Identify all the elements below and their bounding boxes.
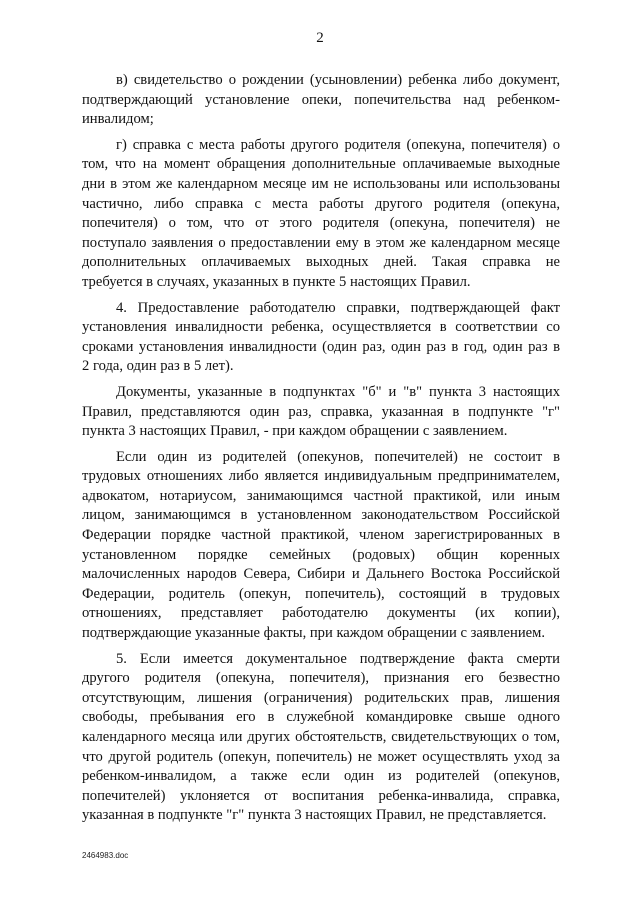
text-line: требуется в случаях, указанных в пункте 5 настоящих Правил.	[82, 273, 471, 290]
paragraph	[82, 383, 560, 442]
text-line: дополнительных оплачиваемых выходных дней. Такая справка не	[82, 254, 560, 271]
document-body	[82, 71, 560, 826]
text-line: подтверждающий установление опеки, попечительства над ребенком-	[82, 91, 560, 108]
text-line: 5. Если имеется документальное подтверждение факта смерти	[116, 650, 560, 667]
text-line: что другой родитель (опекун, попечитель) не может осуществлять уход за	[82, 748, 560, 765]
text-line: инвалидом;	[82, 111, 154, 128]
text-line: установленном порядке семейных (родовых) общин коренных	[82, 546, 560, 563]
paragraph	[82, 71, 560, 130]
text-line: другого родителя (опекуна, попечителя), признания его безвестно	[82, 670, 560, 687]
text-line: дни в этом же календарном месяце им не использованы или использованы	[82, 175, 560, 192]
paragraph	[82, 448, 560, 644]
text-line: ребенком-инвалидом, а также если один из родителей (опекунов,	[82, 768, 560, 785]
text-line: Правил, представляются один раз, справка, указанная в подпункте "г"	[82, 403, 560, 420]
text-line: отношениях, представляет работодателю документы (их копии),	[82, 605, 560, 622]
text-line: Документы, указанные в подпунктах "б" и "в" пункта 3 настоящих	[116, 383, 560, 400]
text-line: попечителей) уклоняется от воспитания ребенка-инвалида, справка,	[82, 787, 560, 804]
text-line: календарного месяца или других обстоятельств, свидетельствующих о том,	[82, 729, 560, 745]
text-line: установления инвалидности ребенка, осуществляется в соответствии со	[82, 319, 560, 336]
text-line: Федерации, родитель (опекун, попечитель), состоящий в трудовых	[82, 585, 560, 602]
text-line: Федерации порядке частной практикой, членом зарегистрированных в	[82, 527, 560, 544]
text-line: попечителя) о том, что от этого родителя (опекуна, попечителя) не	[82, 215, 560, 232]
text-line: отсутствующим, лишения (ограничения) родительских прав, лишения	[82, 689, 560, 706]
file-name-footer: 2464983.doc	[82, 851, 129, 860]
text-line: поступало заявления о предоставлении ему в этом же календарном месяце	[82, 234, 560, 251]
text-line: адвокатом, нотариусом, занимающимся частной практикой, или иным	[82, 487, 560, 504]
page-number: 2	[316, 30, 324, 46]
text-line: 2 года, один раз в 5 лет).	[82, 358, 234, 375]
text-line: сроками установления инвалидности (один раз, один раз в год, один раз в	[82, 338, 560, 355]
text-line: 4. Предоставление работодателю справки, подтверждающей факт	[116, 299, 560, 316]
text-line: Если один из родителей (опекунов, попечителей) не состоит в	[116, 448, 560, 465]
text-line: том, что на момент обращения дополнительные оплачиваемые выходные	[82, 156, 560, 173]
text-line: лицом, занимающимся в установленном законодательством Российской	[82, 507, 560, 524]
paragraph	[82, 136, 560, 293]
text-line: подтверждающие указанные факты, при каждом обращении с заявлением.	[82, 625, 546, 642]
text-line: свободы, пребывания его в служебной командировке свыше одного	[82, 709, 560, 726]
text-line: частично, либо справка с места работы другого родителя (опекуна,	[82, 195, 560, 212]
text-line: пункта 3 настоящих Правил, - при каждом обращении с заявлением.	[82, 423, 508, 440]
text-line: в) свидетельство о рождении (усыновлении) ребенка либо документ,	[116, 72, 560, 88]
text-line: малочисленных народов Севера, Сибири и Дальнего Востока Российской	[82, 566, 560, 583]
text-line: указанная в подпункте "г" пункта 3 настоящих Правил, не представляется.	[82, 807, 547, 824]
text-line: г) справка с места работы другого родителя (опекуна, попечителя) о	[116, 136, 560, 153]
paragraph	[82, 650, 560, 826]
text-line: трудовых отношениях либо является индивидуальным предпринимателем,	[82, 468, 560, 485]
paragraph	[82, 299, 560, 377]
